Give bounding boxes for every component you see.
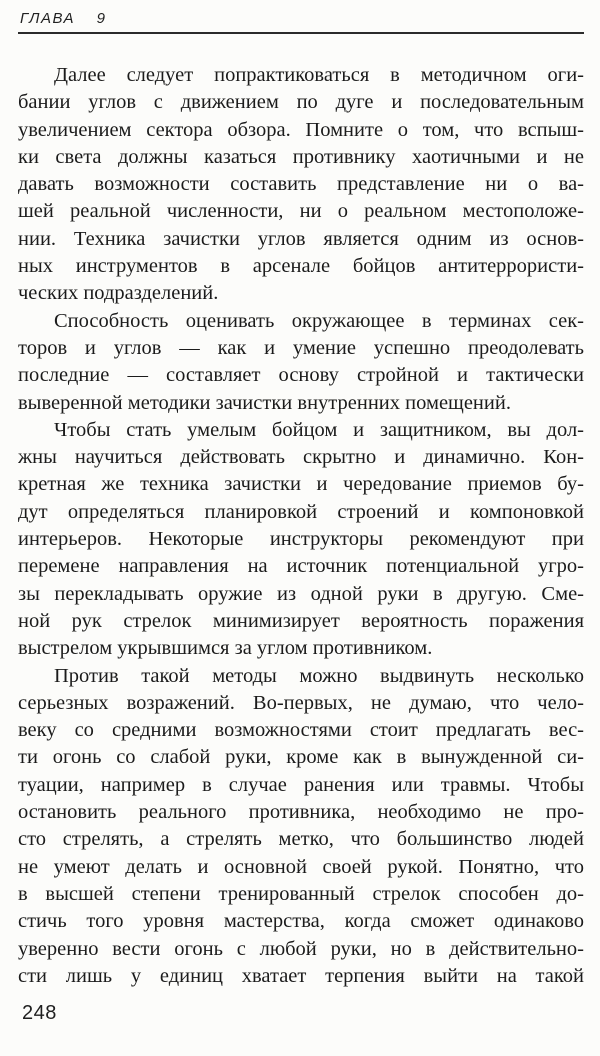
text-line: бании углов с движением по дуге и последовательным: [18, 91, 584, 114]
text-line: последние — составляет основу стройной и тактически: [18, 364, 584, 387]
text-line: увеличением сектора обзора. Помните о том, что вспыш-: [18, 118, 584, 141]
text-line: ки света должны казаться противнику хаотичными и не: [18, 145, 584, 168]
text-line: сти лишь у единиц хватает терпения выйти на такой: [18, 964, 584, 987]
text-line: нии. Техника зачистки углов является одним из основ-: [18, 227, 584, 250]
text-line: в высшей степени тренированный стрелок способен до-: [18, 882, 584, 905]
text-line: Далее следует попрактиковаться в методичном оги-: [54, 64, 584, 86]
paragraph: [18, 417, 584, 663]
text-line: интерьеров. Некоторые инструкторы рекомендуют при: [18, 528, 584, 551]
text-line: торов и углов — как и умение успешно преодолевать: [18, 336, 584, 359]
text-line: ной рук стрелок минимизирует вероятность поражения: [18, 609, 584, 632]
text-line: туации, например в случае ранения или травмы. Чтобы: [18, 773, 584, 796]
text-line: серьезных возражений. Во-первых, не думаю, что чело-: [18, 691, 584, 714]
text-line: ческих подразделений.: [18, 282, 219, 305]
text-line: Способность оценивать окружающее в терминах сек-: [54, 309, 584, 332]
chapter-label: ГЛАВА: [20, 10, 75, 27]
text-line: Чтобы стать умелым бойцом и защитником, вы дол-: [54, 418, 584, 441]
text-line: сто стрелять, а стрелять метко, что большинство людей: [18, 828, 584, 851]
chapter-number: 9: [96, 10, 107, 27]
paragraph: [18, 62, 584, 308]
page-number: 248: [22, 1002, 57, 1024]
text-line: выстрелом укрывшимся за углом противником.: [18, 637, 433, 660]
text-line: остановить реального противника, необходимо не про-: [18, 801, 584, 824]
paragraph: [18, 663, 584, 991]
text-line: выверенной методики зачистки внутренних помещений.: [18, 391, 511, 414]
text-line: давать возможности составить представление ни о ва-: [18, 173, 584, 196]
paragraph: [18, 308, 584, 417]
body-text: [18, 62, 584, 990]
text-line: дут определяться планировкой строений и компоновкой: [18, 500, 584, 523]
text-line: стичь того уровня мастерства, когда сможет одинаково: [18, 910, 584, 933]
text-line: кретная же техника зачистки и чередование приемов бу-: [18, 473, 584, 496]
text-line: ных инструментов в арсенале бойцов антитеррористи-: [18, 255, 584, 278]
page-footer: [22, 1002, 57, 1025]
text-line: веку со средними возможностями стоит предлагать вес-: [18, 719, 584, 742]
text-line: жны научиться действовать скрытно и динамично. Кон-: [18, 446, 584, 469]
text-line: уверенно вести огонь с любой руки, но в действительно-: [18, 937, 584, 960]
text-line: Против такой методы можно выдвинуть несколько: [54, 664, 584, 687]
text-line: шей реальной численности, ни о реальном местоположе-: [18, 200, 584, 223]
running-head: [18, 10, 584, 34]
text-line: не умеют делать и основной своей рукой. Понятно, что: [18, 855, 584, 878]
text-line: перемене направления на источник потенциальной угро-: [18, 555, 584, 578]
text-line: зы перекладывать оружие из одной руки в другую. Сме-: [18, 582, 584, 605]
text-line: ти огонь со слабой руки, кроме как в вынужденной си-: [18, 746, 584, 769]
